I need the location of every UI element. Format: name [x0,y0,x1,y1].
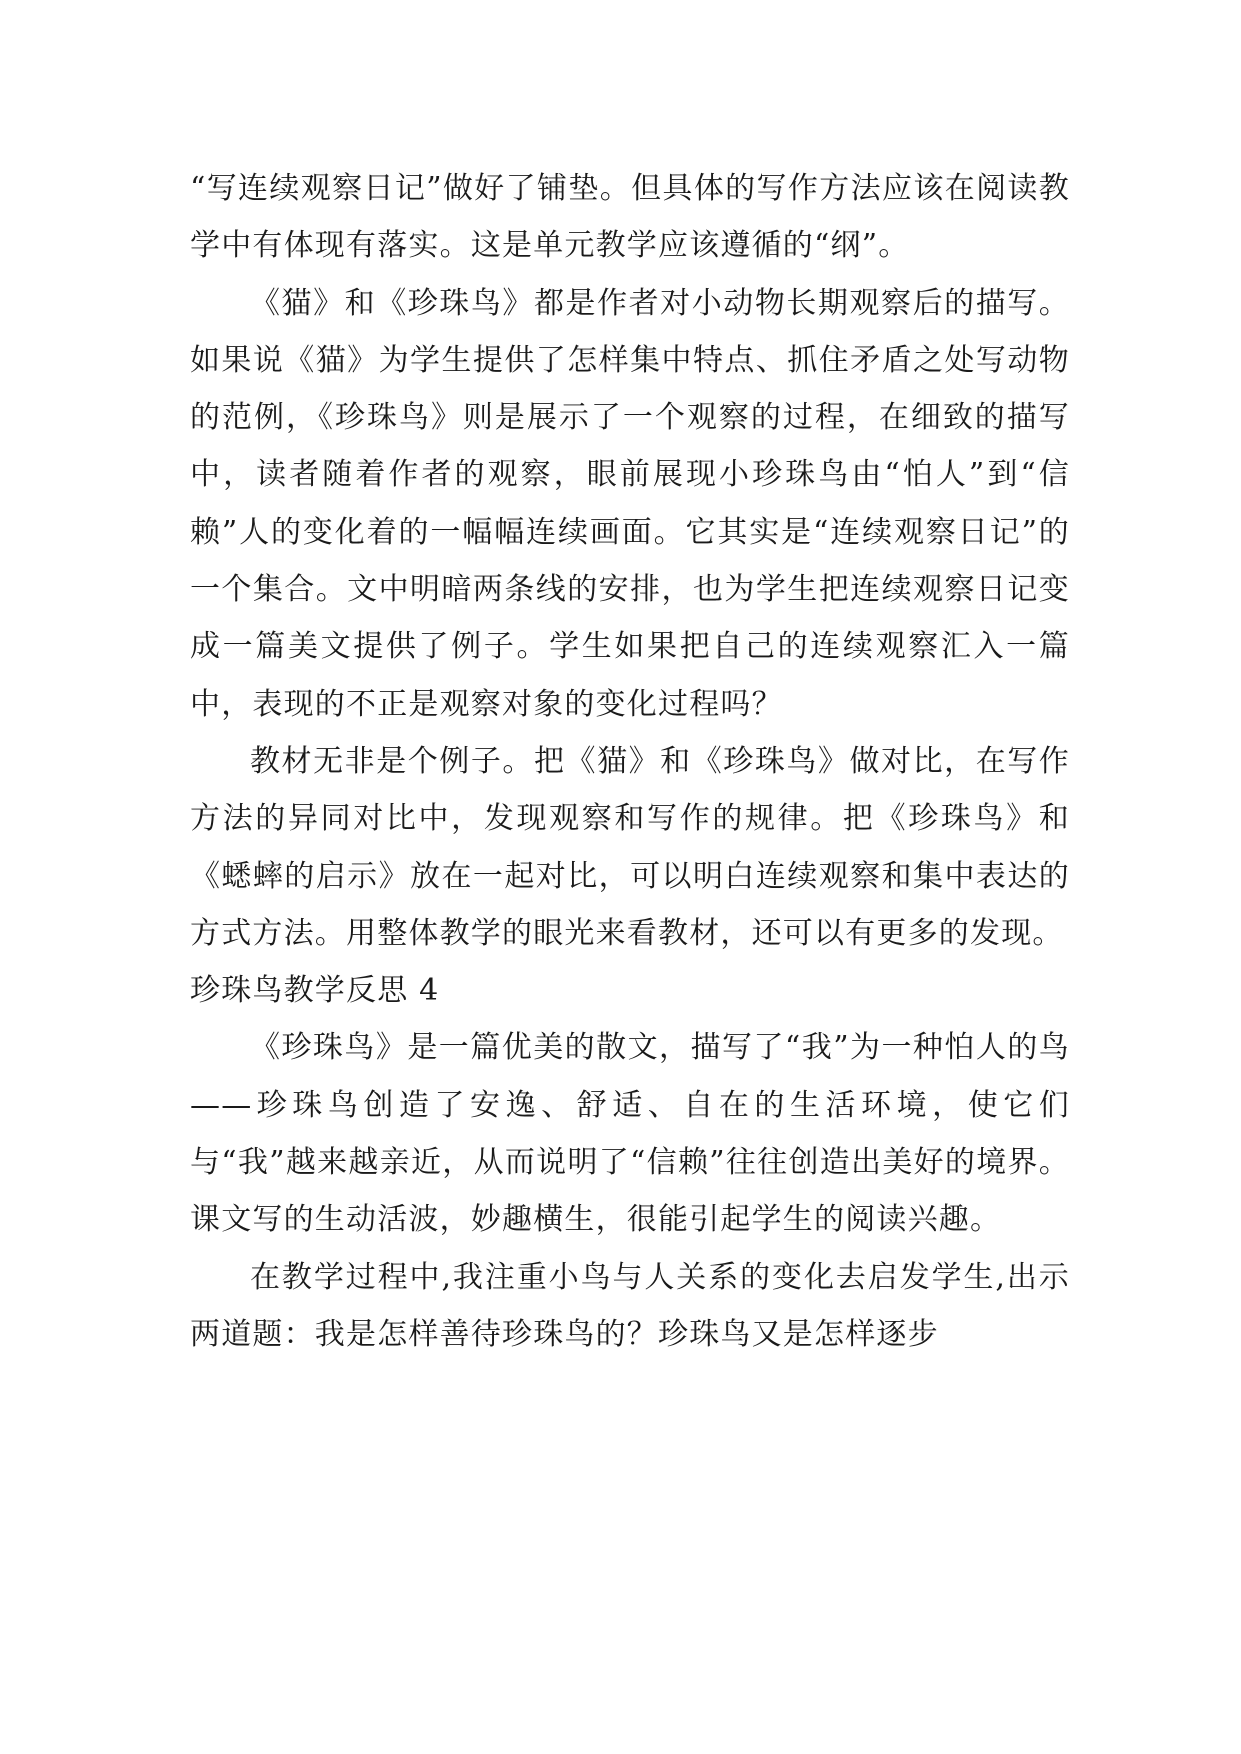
paragraph-teaching-process: 在教学过程中,我注重小鸟与人关系的变化去启发学生,出示两道题：我是怎样善待珍珠鸟的？珍珠鸟又是怎样逐步 [190,1259,1070,1352]
paragraph-pearl-bird-essay: 《珍珠鸟》是一篇优美的散文，描写了“我”为一种怕人的鸟——珍珠鸟创造了安逸、舒适、自在的生活环境，使它们与“我”越来越亲近，从而说明了“信赖”往往创造出美好的境界。课文写的生动活波，妙趣横生，很能引起学生的阅读兴趣。 [190,1030,1070,1238]
document-body [190,160,1070,1363]
paragraph-cat-and-pearl-bird: 《猫》和《珍珠鸟》都是作者对小动物长期观察后的描写。如果说《猫》为学生提供了怎样集中特点、抓住矛盾之处写动物的范例，《珍珠鸟》则是展示了一个观察的过程，在细致的描写中，读者随着作者的观察，眼前展现小珍珠鸟由“怕人”到“信赖”人的变化着的一幅幅连续画面。它其实是“连续观察日记”的一个集合。文中明暗两条线的安排，也为学生把连续观察日记变成一篇美文提供了例子。学生如果把自己的连续观察汇入一篇中，表现的不正是观察对象的变化过程吗？ [190,285,1070,722]
paragraph-continuation: “写连续观察日记”做好了铺垫。但具体的写作方法应该在阅读教学中有体现有落实。这是单元教学应该遵循的“纲”。 [190,171,1070,264]
section-heading: 珍珠鸟教学反思 4 [190,973,440,1009]
paragraph-textbook-example: 教材无非是个例子。把《猫》和《珍珠鸟》做对比，在写作方法的异同对比中，发现观察和写作的规律。把《珍珠鸟》和《蟋蟀的启示》放在一起对比，可以明白连续观察和集中表达的方式方法。用整体教学的眼光来看教材，还可以有更多的发现。 [190,743,1070,951]
